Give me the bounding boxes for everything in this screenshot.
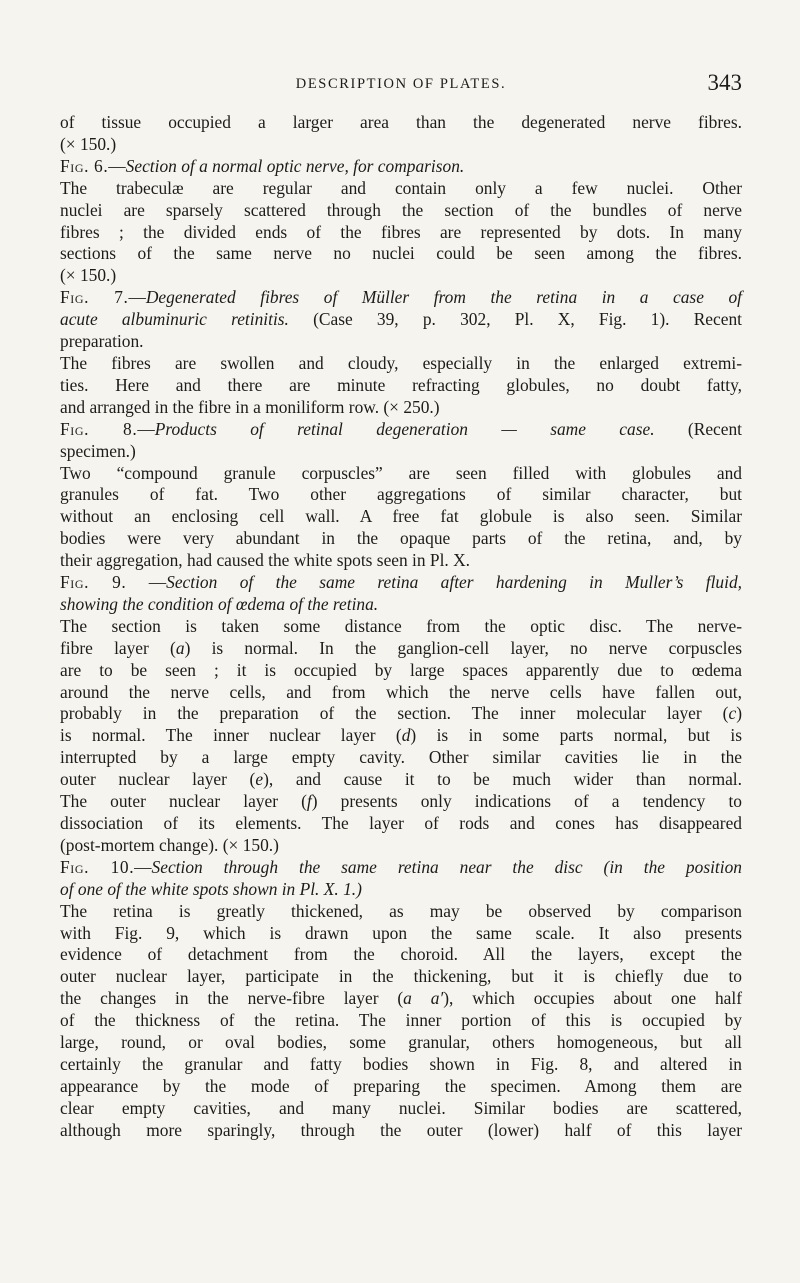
text-segment: interrupted by a large empty cavity. Other similar cavities lie in the <box>60 747 742 768</box>
text-line <box>60 528 742 550</box>
text-segment: — <box>108 155 126 176</box>
text-line <box>60 419 742 441</box>
text-segment: ) presents only indications of a tendency to <box>311 791 742 812</box>
text-line <box>60 638 742 660</box>
text-line <box>60 112 742 134</box>
text-line <box>60 506 742 528</box>
text-segment: — <box>128 287 146 308</box>
body-text <box>60 112 742 1142</box>
text-line <box>60 725 742 747</box>
text-segment: outer nuclear layer, participate in the thickening, but it is chiefly due to <box>60 966 742 987</box>
text-segment: The trabeculæ are regular and contain only a few nuclei. Other <box>60 177 742 198</box>
italic-text: Degenerated fibres of Müller from the retina in a case of <box>145 287 742 308</box>
text-line <box>60 1076 742 1098</box>
text-segment: nuclei are sparsely scattered through the section of the bundles of nerve <box>60 199 742 220</box>
text-line <box>60 660 742 682</box>
text-segment: ) is in some parts normal, but is <box>410 725 743 746</box>
text-line <box>60 1098 742 1120</box>
text-segment: fibre layer ( <box>60 637 176 658</box>
text-line <box>60 988 742 1010</box>
text-segment: ) <box>736 703 742 724</box>
italic-text: a <box>175 637 185 658</box>
italic-text: e <box>255 769 264 790</box>
text-segment: — <box>126 572 167 593</box>
text-segment: — <box>134 856 152 877</box>
text-segment: large, round, or oval bodies, some granular, others homogeneous, but all <box>60 1032 742 1053</box>
text-segment: ), and cause it to be much wider than normal. <box>263 769 742 790</box>
text-segment: without an enclosing cell wall. A free fat globule is also seen. Similar <box>60 506 742 527</box>
text-segment: (post-mortem change). (× 150.) <box>60 834 279 855</box>
text-line <box>60 243 742 265</box>
running-head: DESCRIPTION OF PLATES. <box>295 76 507 92</box>
text-segment: evidence of detachment from the choroid. All the layers, except the <box>60 944 742 965</box>
text-line <box>60 1032 742 1054</box>
text-segment: the changes in the nerve-fibre layer ( <box>60 988 404 1009</box>
text-segment: The retina is greatly thickened, as may be observed by comparison <box>60 900 742 921</box>
text-line <box>60 944 742 966</box>
text-segment: (× 150.) <box>60 265 117 286</box>
text-line <box>60 463 742 485</box>
text-segment: (× 150.) <box>60 133 117 154</box>
text-segment: ties. Here and there are minute refracting globules, no doubt fatty, <box>60 374 742 395</box>
text-line <box>60 594 742 616</box>
text-segment: sections of the same nerve no nuclei could be seen among the fibres. <box>60 243 742 264</box>
text-segment: ), which occupies about one half <box>443 988 742 1009</box>
text-line <box>60 616 742 638</box>
italic-text: Section of the same retina after hardening in Muller’s fluid, <box>166 572 743 593</box>
text-segment: Two “compound granule corpuscles” are seen filled with globules and <box>60 462 742 483</box>
text-line <box>60 966 742 988</box>
text-line <box>60 375 742 397</box>
text-line <box>60 835 742 857</box>
text-line <box>60 309 742 331</box>
figure-label: Fig. 7. <box>60 287 129 308</box>
text-line <box>60 178 742 200</box>
text-line <box>60 353 742 375</box>
italic-text: Section of a normal optic nerve, for comparison. <box>125 155 465 176</box>
text-line <box>60 747 742 769</box>
figure-label: Fig. 8. <box>60 418 138 439</box>
text-segment: appearance by the mode of preparing the specimen. Among them are <box>60 1075 742 1096</box>
text-line <box>60 441 742 463</box>
text-segment: ) is normal. In the ganglion-cell layer, no nerve corpuscles <box>184 637 742 658</box>
text-line <box>60 1010 742 1032</box>
text-line <box>60 222 742 244</box>
text-segment: The section is taken some distance from the optic disc. The nerve- <box>60 615 742 636</box>
text-line <box>60 397 742 419</box>
text-segment: granules of fat. Two other aggregations of similar character, but <box>60 484 742 505</box>
italic-text: Products of retinal degeneration — same case. <box>154 418 655 439</box>
text-line <box>60 703 742 725</box>
text-segment: The outer nuclear layer ( <box>60 791 307 812</box>
text-segment: specimen.) <box>60 440 136 461</box>
text-line <box>60 769 742 791</box>
italic-text: Section through the same retina near the disc (in the position <box>151 856 742 877</box>
text-segment: with Fig. 9, which is drawn upon the same scale. It also presents <box>60 922 742 943</box>
text-segment: of the thickness of the retina. The inner portion of this is occupied by <box>60 1010 742 1031</box>
text-segment: — <box>137 418 155 439</box>
text-segment: dissociation of its elements. The layer of rods and cones has disappeared <box>60 813 742 833</box>
italic-text: d <box>401 725 411 746</box>
text-line <box>60 791 742 813</box>
text-line <box>60 287 742 309</box>
text-segment: outer nuclear layer ( <box>60 769 256 790</box>
text-segment: (Case 39, p. 302, Pl. X, Fig. 1). Recent <box>288 309 742 330</box>
text-segment: The fibres are swollen and cloudy, especially in the enlarged extremi- <box>60 352 742 373</box>
italic-text: f <box>306 791 312 812</box>
text-segment: (Recent <box>654 418 743 439</box>
text-segment: certainly the granular and fatty bodies shown in Fig. 8, and altered in <box>60 1053 742 1074</box>
text-line <box>60 682 742 704</box>
text-line <box>60 879 742 901</box>
text-segment: probably in the preparation of the section. The inner molecular layer ( <box>60 703 729 724</box>
page-header <box>60 70 742 106</box>
text-line <box>60 572 742 594</box>
italic-text: of one of the white spots shown in Pl. X. 1.) <box>60 878 362 899</box>
page-number: 343 <box>707 70 742 95</box>
figure-label: Fig. 6. <box>60 155 109 176</box>
figure-label: Fig. 9. <box>60 572 127 593</box>
text-segment: although more sparingly, through the outer (lower) half of this layer <box>60 1119 742 1140</box>
text-segment: their aggregation, had caused the white spots seen in Pl. X. <box>60 550 471 571</box>
text-line <box>60 1120 742 1142</box>
text-segment: bodies were very abundant in the opaque parts of the retina, and, by <box>60 528 742 549</box>
text-segment: around the nerve cells, and from which the nerve cells have fallen out, <box>60 681 742 702</box>
text-line <box>60 923 742 945</box>
text-line <box>60 331 742 353</box>
italic-text: acute albuminuric retinitis. <box>60 309 289 330</box>
text-line <box>60 857 742 879</box>
text-segment: is normal. The inner nuclear layer ( <box>60 725 402 746</box>
text-segment: fibres ; the divided ends of the fibres are represented by dots. In many <box>60 221 742 242</box>
text-line <box>60 813 742 835</box>
text-segment: clear empty cavities, and many nuclei. Similar bodies are scattered, <box>60 1097 742 1118</box>
text-segment: are to be seen ; it is occupied by large spaces apparently due to œdema <box>60 659 742 680</box>
text-segment: of tissue occupied a larger area than the degenerated nerve fibres. <box>60 112 742 132</box>
figure-label: Fig. 10. <box>60 856 135 877</box>
text-line <box>60 1054 742 1076</box>
italic-text: showing the condition of œdema of the retina. <box>60 593 379 614</box>
text-line <box>60 550 742 572</box>
text-line <box>60 265 742 287</box>
text-line <box>60 134 742 156</box>
text-segment: preparation. <box>60 331 144 352</box>
text-line <box>60 200 742 222</box>
text-line <box>60 901 742 923</box>
italic-text: a a′ <box>403 988 444 1009</box>
text-segment: and arranged in the fibre in a moniliform row. (× 250.) <box>60 396 440 417</box>
text-line <box>60 484 742 506</box>
italic-text: c <box>728 703 737 724</box>
text-line <box>60 156 742 178</box>
